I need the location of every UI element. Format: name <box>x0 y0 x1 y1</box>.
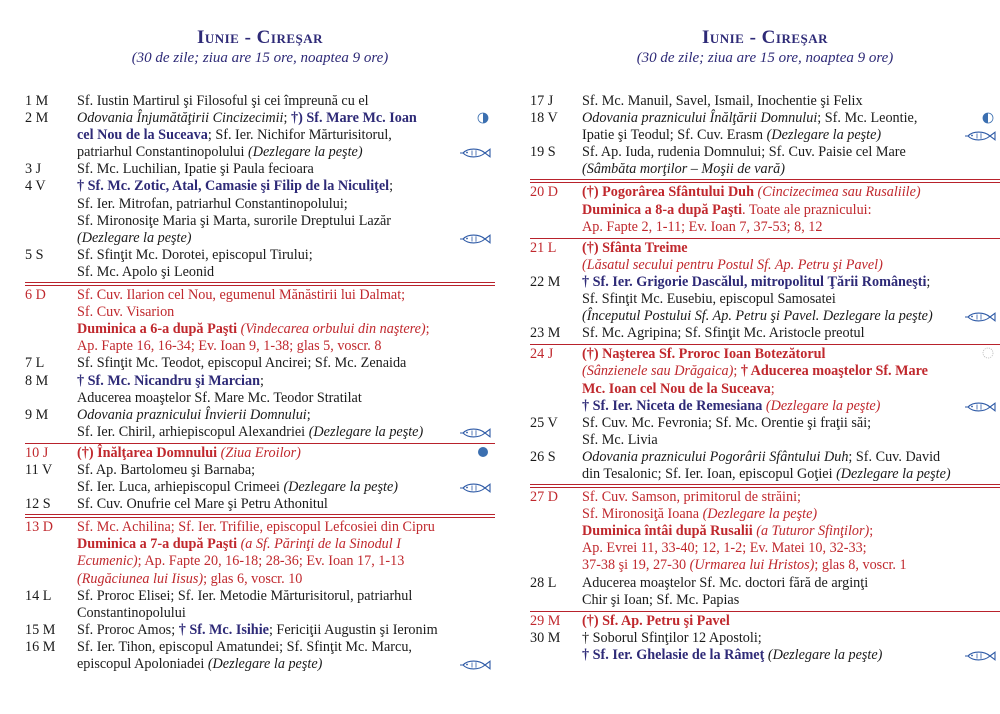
day-label: 6 D <box>25 287 46 304</box>
day-label: 13 D <box>25 519 53 536</box>
text-run: (Ziua Eroilor) <box>220 444 301 461</box>
fish-icon <box>964 401 996 413</box>
text-run: (Începutul Postului Sf. Ap. Petru şi Pavel. Dezlegare la peşte) <box>582 308 933 325</box>
text-line <box>77 264 451 281</box>
text-run: cel Nou de la Suceava <box>77 127 208 144</box>
day-text <box>582 184 956 235</box>
text-line <box>77 110 451 127</box>
day-entry <box>530 182 1000 235</box>
day-label: 17 J <box>530 93 554 109</box>
text-run: Duminica a 6-a după Paşti <box>77 321 241 338</box>
text-line <box>582 466 956 483</box>
text-line <box>582 449 956 466</box>
text-run: † Sf. Ier. Niceta de Remesiana <box>582 397 766 414</box>
text-run: Sf. Ier. Tihon, episcopul Amatundei; Sf. Sfinţit Mc. Marcu, <box>77 638 412 655</box>
text-run: (Dezlegare la peşte) <box>77 229 192 246</box>
day-entry <box>25 373 495 407</box>
text-run: Mc. Ioan cel Nou de la Suceava <box>582 380 771 397</box>
fish-icon <box>459 427 491 439</box>
day-label: 20 D <box>530 184 558 201</box>
text-run: (Dezlegare la peşte) <box>283 479 398 496</box>
day-label: 5 S <box>25 246 44 263</box>
day-entry <box>530 93 1000 110</box>
text-run: Ap. Fapte 2, 1-11; Ev. Ioan 7, 37-53; 8, 12 <box>582 218 823 235</box>
text-line <box>77 373 451 390</box>
right-column <box>530 0 1000 663</box>
day-entry <box>25 443 495 462</box>
text-line <box>77 479 451 496</box>
day-text <box>77 639 451 673</box>
text-run: ; <box>283 110 291 127</box>
day-text <box>77 161 451 178</box>
text-run: † Sf. Mc. Nicandru şi Marcian <box>77 372 260 389</box>
day-label: 2 M <box>25 110 49 127</box>
day-text <box>582 325 956 342</box>
fish-icon <box>459 482 491 494</box>
day-text <box>582 93 956 110</box>
text-run: ; <box>259 372 264 389</box>
text-line <box>582 363 956 380</box>
text-run: Ecumenic) <box>77 553 138 570</box>
day-text <box>77 373 451 407</box>
text-run: (Dezlegare la peşte) <box>248 144 363 161</box>
day-text <box>77 407 451 441</box>
text-run: Sf. Ier. Chiril, arhiepiscopul Alexandriei <box>77 423 309 440</box>
day-entry <box>25 178 495 246</box>
text-run: (†) Naşterea Sf. Proroc Ioan Botezătorul <box>582 346 826 363</box>
text-run: Sf. Mc. Achilina; Sf. Ier. Trifilie, episcopul Lefcosiei din Cipru <box>77 519 435 536</box>
text-line <box>582 432 956 449</box>
text-line <box>77 605 451 622</box>
text-line <box>77 321 451 338</box>
full-moon-icon <box>477 446 489 458</box>
day-label: 28 L <box>530 574 557 591</box>
day-entry <box>25 161 495 178</box>
text-line <box>582 93 956 110</box>
text-line <box>582 184 956 201</box>
text-run: (†) Sf. Ap. Petru şi Pavel <box>582 612 730 629</box>
text-run: Sf. Ier. Mitrofan, patriarhul Constantinopolului; <box>77 195 348 212</box>
text-run: Sf. Sfinţit Mc. Dorotei, episcopul Tirului; <box>77 246 313 263</box>
text-line <box>582 202 956 219</box>
day-label: 23 M <box>530 325 561 342</box>
text-run: Sf. Cuv. Mc. Fevronia; Sf. Mc. Orentie şi fraţii săi; <box>582 414 872 431</box>
day-entry <box>25 110 495 161</box>
text-run: Sf. Mc. Luchilian, Ipatie şi Paula fecioara <box>77 161 314 178</box>
day-label: 19 S <box>530 144 556 161</box>
day-label: 29 M <box>530 612 561 629</box>
text-line <box>77 355 451 372</box>
text-run: Aducerea moaştelor Sf. Mare Mc. Teodor Stratilat <box>77 389 362 406</box>
day-label: 9 M <box>25 406 49 423</box>
text-run: Sf. Mironosiţă Ioana <box>582 506 703 523</box>
day-label: 3 J <box>25 161 42 178</box>
day-text <box>77 178 451 246</box>
day-text <box>582 575 956 609</box>
text-run: Sf. Cuv. Visarion <box>77 304 175 321</box>
text-run: (Cincizecimea sau Rusaliile) <box>757 184 921 201</box>
day-entry <box>25 355 495 372</box>
text-run: Sf. Iustin Martirul şi Filosoful şi cei împreună cu el <box>77 93 369 109</box>
text-line <box>582 161 956 178</box>
text-run: Sf. Cuv. Ilarion cel Nou, egumenul Mănăstirii lui Dalmat; <box>77 287 406 304</box>
text-line <box>582 240 956 257</box>
text-run: Sf. Sfinţit Mc. Eusebiu, episcopul Samosatei <box>582 291 836 308</box>
day-label: 1 M <box>25 93 49 109</box>
text-run: ; <box>425 321 430 338</box>
text-line <box>582 308 956 325</box>
day-text <box>77 622 451 639</box>
text-run: patriarhul Constantinopolului <box>77 144 249 161</box>
day-text <box>77 588 451 622</box>
text-run: episcopul Apoloniadei <box>77 656 208 672</box>
text-run: Sf. Mc. Agripina; Sf. Sfinţit Mc. Aristocle preotul <box>582 325 865 342</box>
text-line <box>582 575 956 592</box>
text-run: Sf. Sfinţit Mc. Teodot, episcopul Ancirei; Sf. Mc. Zenaida <box>77 355 407 372</box>
text-run: Sf. Mironosiţe Maria şi Marta, surorile Dreptului Lazăr <box>77 212 392 229</box>
text-run: ; Sf. Cuv. David <box>848 448 941 465</box>
text-run: 37-38 şi 19, 27-30 <box>582 557 690 574</box>
text-run: (Dezlegare la peşte) <box>836 465 951 482</box>
text-run: Duminica a 7-a după Paşti <box>77 536 241 553</box>
text-line <box>77 390 451 407</box>
text-line <box>582 523 956 540</box>
day-label: 27 D <box>530 489 558 506</box>
text-run: †) Sf. Mare Mc. Ioan <box>291 110 417 127</box>
text-line <box>77 127 451 144</box>
text-line <box>77 622 451 639</box>
text-run: Duminica întâi după Rusalii <box>582 523 757 540</box>
day-text <box>582 110 956 144</box>
text-run: Odovania praznicului Pogorârii Sfântului Duh <box>582 448 849 465</box>
text-run: Sf. Proroc Amos; <box>77 621 179 638</box>
text-run: † Aducerea moaştelor Sf. Mare <box>740 363 928 380</box>
day-entry <box>25 247 495 283</box>
day-entry <box>25 407 495 441</box>
day-label: 11 V <box>25 461 53 478</box>
day-label: 22 M <box>530 273 561 290</box>
text-line <box>77 213 451 230</box>
text-run: din Tesalonic; Sf. Ier. Ioan, episcopul Goţiei <box>582 465 837 482</box>
fish-icon <box>964 311 996 323</box>
text-line <box>582 325 956 342</box>
month-subtitle: (30 de zile; ziua are 15 ore, noaptea 9 ore) <box>636 50 894 66</box>
day-text <box>582 144 956 178</box>
day-text <box>582 613 956 630</box>
text-line <box>77 247 451 264</box>
text-line <box>77 519 451 536</box>
day-text <box>77 519 451 587</box>
fish-icon <box>459 233 491 245</box>
text-run: † Soborul Sfinţilor 12 Apostoli; <box>582 629 762 646</box>
text-line <box>582 592 956 609</box>
text-run: ; <box>770 380 775 397</box>
text-line <box>77 571 451 588</box>
text-line <box>77 536 451 553</box>
text-run: (Dezlegare la peşte) <box>702 506 818 523</box>
day-label: 14 L <box>25 587 52 604</box>
text-line <box>582 274 956 291</box>
text-run: Constantinopolului <box>77 604 186 621</box>
text-line <box>77 462 451 479</box>
fish-icon <box>964 130 996 142</box>
day-entry <box>25 639 495 673</box>
text-line <box>77 230 451 247</box>
day-entry <box>530 325 1000 342</box>
day-entry <box>25 517 495 587</box>
text-line <box>77 196 451 213</box>
text-run: (†) Înălţarea Domnului <box>77 444 221 461</box>
text-run: (Dezlegare la peşte) <box>308 423 424 440</box>
text-run: ; <box>926 273 931 290</box>
text-line <box>77 407 451 424</box>
text-run: ; Sf. Ier. Nichifor Mărturisitorul, <box>207 127 392 144</box>
fish-icon <box>459 147 491 159</box>
day-label: 26 S <box>530 448 556 465</box>
day-label: 18 V <box>530 110 558 127</box>
day-entry <box>530 274 1000 325</box>
day-entry <box>25 285 495 355</box>
day-label: 15 M <box>25 621 56 638</box>
text-run: ; Fericiţii Augustin şi Ieronim <box>268 621 438 638</box>
text-line <box>77 304 451 321</box>
text-run: Sf. Mc. Apolo şi Leonid <box>77 263 215 280</box>
text-run: Odovania Înjumătăţirii Cincizecimii <box>77 110 284 127</box>
new-moon-icon <box>982 347 994 359</box>
text-line <box>582 506 956 523</box>
day-text <box>77 110 451 161</box>
day-entry <box>530 487 1000 574</box>
text-run: Sf. Ier. Luca, arhiepiscopul Crimeei <box>77 479 284 496</box>
text-run: (†) Sfânta Treime <box>582 239 688 256</box>
waxing-moon-icon <box>982 112 994 124</box>
text-line <box>582 219 956 236</box>
text-line <box>77 178 451 195</box>
text-line <box>77 639 451 656</box>
text-run: Sf. Mc. Livia <box>582 431 658 448</box>
day-text <box>77 93 451 110</box>
text-run: ; <box>389 178 394 195</box>
text-line <box>77 553 451 570</box>
text-run: ; <box>869 523 874 540</box>
day-entry <box>530 449 1000 485</box>
text-line <box>77 445 451 462</box>
day-label: 8 M <box>25 372 49 389</box>
text-run: (Urmarea lui Hristos) <box>689 557 815 574</box>
text-run: (Sânzienele sau Drăgaica) <box>582 363 734 380</box>
day-entry <box>530 611 1000 630</box>
text-run: Aducerea moaştelor Sf. Mc. doctori fără de arginţi <box>582 574 869 591</box>
text-run: Ipatie şi Teodul; Sf. Cuv. Erasm <box>582 127 767 144</box>
text-line <box>582 630 956 647</box>
text-run: † Sf. Mc. Zotic, Atal, Camasie şi Filip de la Niculiţel <box>77 178 390 195</box>
day-label: 25 V <box>530 414 558 431</box>
day-entry <box>530 575 1000 609</box>
text-run: ; <box>733 363 741 380</box>
month-title: Iunie - Cireşar <box>196 27 324 48</box>
day-text <box>582 630 956 664</box>
text-line <box>582 415 956 432</box>
text-run: Duminica a 8-a după Paşti <box>582 201 743 218</box>
day-text <box>77 355 451 372</box>
text-run: . Toate ale praznicului: <box>742 201 872 218</box>
day-text <box>77 496 451 513</box>
text-line <box>77 144 451 161</box>
text-run: (Rugăciunea lui Iisus) <box>77 570 204 587</box>
day-entry <box>25 496 495 515</box>
text-line <box>582 613 956 630</box>
day-label: 10 J <box>25 444 49 461</box>
day-text <box>77 445 451 462</box>
day-entry <box>530 630 1000 664</box>
text-line <box>582 398 956 415</box>
fish-icon <box>459 659 491 671</box>
text-line <box>77 588 451 605</box>
text-line <box>77 161 451 178</box>
text-line <box>582 557 956 574</box>
day-text <box>582 415 956 449</box>
text-run: ; glas 8, voscr. 1 <box>814 557 907 574</box>
text-run: (Vindecarea orbului din naştere) <box>240 321 426 338</box>
day-label: 16 M <box>25 638 56 655</box>
text-run: ; Sf. Mc. Leontie, <box>817 110 918 127</box>
text-run: ; <box>306 406 311 423</box>
text-line <box>582 346 956 363</box>
text-line <box>582 381 956 398</box>
day-text <box>582 346 956 414</box>
day-text <box>582 274 956 325</box>
day-label: 30 M <box>530 629 561 646</box>
text-run: Chir şi Ioan; Sf. Mc. Papias <box>582 591 740 608</box>
text-run: (Lăsatul secului pentru Postul Sf. Ap. Petru şi Pavel) <box>582 256 883 273</box>
day-text <box>582 240 956 274</box>
left-column <box>25 0 495 672</box>
text-line <box>582 144 956 161</box>
text-run: Ap. Evrei 11, 33-40; 12, 1-2; Ev. Matei 10, 32-33; <box>582 540 867 557</box>
text-line <box>77 424 451 441</box>
text-line <box>77 338 451 355</box>
text-line <box>77 656 451 673</box>
text-line <box>582 540 956 557</box>
text-run: (Dezlegare la peşte) <box>767 646 883 663</box>
fish-icon <box>964 650 996 662</box>
text-run: (Sâmbăta morţilor – Moşii de vară) <box>582 161 785 178</box>
day-label: 12 S <box>25 496 51 513</box>
text-line <box>582 291 956 308</box>
text-line <box>582 127 956 144</box>
text-run: (Dezlegare la peşte) <box>766 127 882 144</box>
text-line <box>77 287 451 304</box>
text-run: (a Sf. Părinţi de la Sinodul I <box>240 536 401 553</box>
text-line <box>582 257 956 274</box>
text-run: ; glas 6, voscr. 10 <box>203 570 303 587</box>
text-line <box>77 93 451 110</box>
day-text <box>77 247 451 281</box>
text-run: Sf. Mc. Manuil, Savel, Ismail, Inochentie şi Felix <box>582 93 863 109</box>
day-entry <box>530 415 1000 449</box>
text-run: (Dezlegare la peşte) <box>765 397 881 414</box>
day-text <box>582 489 956 574</box>
day-label: 7 L <box>25 355 45 372</box>
day-entry <box>25 93 495 110</box>
days-list <box>530 93 1000 664</box>
text-line <box>582 110 956 127</box>
waning-moon-icon <box>477 112 489 124</box>
text-run: Odovania praznicului Învierii Domnului <box>77 406 307 423</box>
day-entry <box>25 462 495 496</box>
text-run: Sf. Cuv. Samson, primitorul de străini; <box>582 489 801 506</box>
day-entry <box>530 110 1000 144</box>
text-run: (a Tuturor Sfinţilor) <box>756 523 870 540</box>
day-text <box>77 462 451 496</box>
day-label: 24 J <box>530 346 554 363</box>
day-entry <box>530 144 1000 180</box>
days-list <box>25 93 495 673</box>
text-line <box>582 489 956 506</box>
text-run: † Sf. Ier. Ghelasie de la Râmeţ <box>582 646 768 663</box>
day-entry <box>530 344 1000 414</box>
text-run: Sf. Ap. Bartolomeu şi Barnaba; <box>77 461 256 478</box>
day-text <box>582 449 956 483</box>
text-run: (†) Pogorârea Sfântului Duh <box>582 184 758 201</box>
day-entry <box>530 238 1000 274</box>
text-run: Sf. Ap. Iuda, rudenia Domnului; Sf. Cuv. Paisie cel Mare <box>582 144 906 161</box>
day-entry <box>25 622 495 639</box>
month-subtitle: (30 de zile; ziua are 15 ore, noaptea 9 ore) <box>131 50 389 66</box>
text-line <box>77 496 451 513</box>
text-run: † Sf. Mc. Isihie <box>178 621 269 638</box>
text-line <box>582 647 956 664</box>
month-title: Iunie - Cireşar <box>701 27 829 48</box>
day-label: 21 L <box>530 239 557 256</box>
text-run: Sf. Proroc Elisei; Sf. Ier. Metodie Mărturisitorul, patriarhul <box>77 587 413 604</box>
text-run: (Dezlegare la peşte) <box>207 656 323 672</box>
text-run: Ap. Fapte 16, 16-34; Ev. Ioan 9, 1-38; glas 5, voscr. 8 <box>77 338 382 355</box>
day-entry <box>25 588 495 622</box>
text-run: ; Ap. Fapte 20, 16-18; 28-36; Ev. Ioan 17, 1-13 <box>137 553 405 570</box>
day-text <box>77 287 451 355</box>
text-run: Odovania praznicului Înălţării Domnului <box>582 110 818 127</box>
day-label: 4 V <box>25 178 46 195</box>
text-run: Sf. Cuv. Onufrie cel Mare şi Petru Athonitul <box>77 496 328 513</box>
text-run: † Sf. Ier. Grigorie Dascălul, mitropolitul Ţării Româneşti <box>582 273 927 290</box>
